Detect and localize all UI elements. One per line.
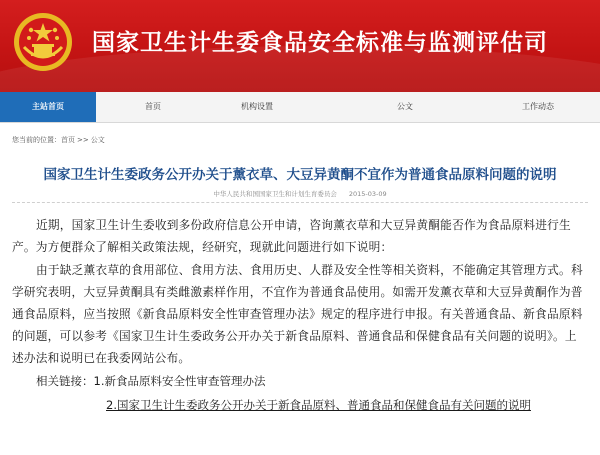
breadcrumb-current[interactable]: 公文 — [90, 136, 105, 144]
article-source: 中华人民共和国国家卫生和计划生育委员会 — [213, 190, 337, 198]
site-header-banner — [0, 0, 600, 92]
related-link-2[interactable]: 2.国家卫生计生委政务公开办关于新食品原料、普通食品和保健食品有关问题的说明 — [106, 398, 531, 412]
nav-item-main-home[interactable]: 主站首页 — [0, 92, 96, 122]
article-paragraph: 近期，国家卫生计生委收到多份政府信息公开申请，咨询薰衣草和大豆异黄酮能否作为食品原料进行生产。为方便群众了解相关政策法规，经研究，现就此问题进行如下说明： — [12, 218, 571, 254]
article-date: 2015-03-09 — [348, 190, 387, 198]
title-divider — [12, 202, 588, 203]
site-title: 国家卫生计生委食品安全标准与监测评估司 — [92, 30, 548, 56]
nav-item-organization[interactable]: 机构设置 — [241, 102, 273, 111]
nav-item-documents[interactable]: 公文 — [397, 102, 413, 111]
nav-item-home[interactable]: 首页 — [145, 102, 161, 111]
breadcrumb-prefix: 您当前的位置： — [12, 136, 61, 144]
related-links-label: 相关链接： — [36, 374, 94, 388]
national-emblem-icon — [12, 11, 74, 73]
related-links — [36, 370, 265, 392]
breadcrumb-home-link[interactable]: 首页 — [61, 136, 75, 144]
nav-item-work-news[interactable]: 工作动态 — [522, 102, 554, 111]
breadcrumb — [12, 135, 105, 145]
article-meta — [0, 189, 600, 198]
main-nav — [0, 92, 600, 123]
related-links-row-2 — [106, 394, 531, 416]
article-paragraph: 由于缺乏薰衣草的食用部位、食用方法、食用历史、人群及安全性等相关资料，不能确定其管理方式。科学研究表明，大豆异黄酮具有类雌激素样作用，不宜作为普通食品使用。如需开发薰衣草和大豆异黄酮作为普通食品原料，应当按照《新食品原料安全性审查管理办法》规定的程序进行申报。有关普通食品、新食品原料的问题，可以参考《国家卫生计生委政务公开办关于新食品原料、普通食品和保健食品有关问题的说明》。上述办法和说明已在我委网站公布。 — [12, 263, 583, 365]
article-title: 国家卫生计生委政务公开办关于薰衣草、大豆异黄酮不宜作为普通食品原料问题的说明 — [43, 167, 557, 183]
related-link-1[interactable]: 1.新食品原料安全性审查管理办法 — [93, 374, 266, 388]
breadcrumb-separator: >> — [77, 136, 89, 144]
